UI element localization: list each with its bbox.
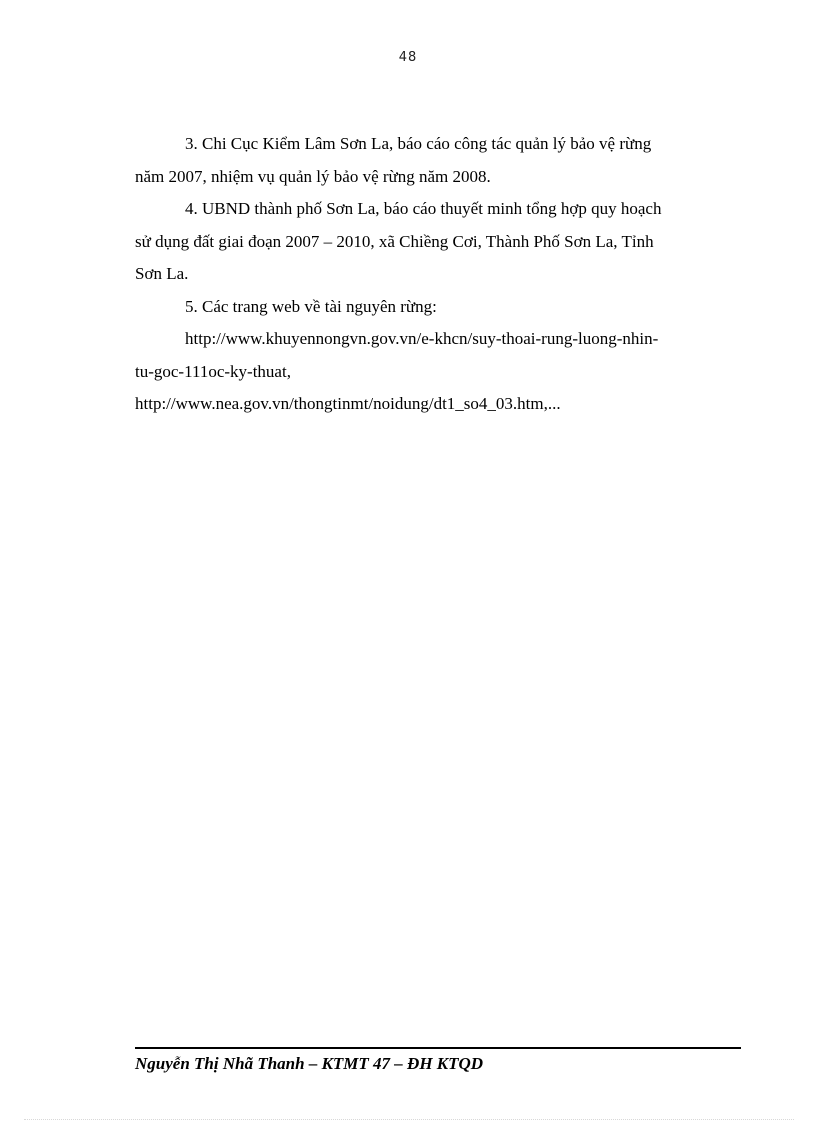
- footer-divider: [135, 1047, 741, 1049]
- reference-item-4: [135, 193, 725, 291]
- reference-line: năm 2007, nhiệm vụ quản lý bảo vệ rừng năm 2008.: [135, 166, 491, 186]
- reference-item-3: [135, 128, 725, 193]
- page-number: 48: [398, 50, 418, 65]
- url-line: tu-goc-111oc-ky-thuat,: [135, 361, 291, 381]
- reference-line: Sơn La.: [135, 264, 189, 283]
- reference-line: sử dụng đất giai đoạn 2007 – 2010, xã Chiềng Cơi, Thành Phố Sơn La, Tỉnh: [135, 231, 654, 251]
- reference-url-2: [135, 388, 725, 421]
- reference-url-1: [135, 323, 725, 388]
- reference-list: [135, 128, 725, 421]
- page-bottom-border: [24, 1119, 794, 1120]
- footer-author: Nguyễn Thị Nhã Thanh – KTMT 47 – ĐH KTQD: [135, 1054, 484, 1073]
- reference-line: 5. Các trang web về tài nguyên rừng:: [185, 296, 437, 316]
- url-line: http://www.khuyennongvn.gov.vn/e-khcn/suy-thoai-rung-luong-nhin-: [185, 329, 659, 348]
- reference-line: 3. Chi Cục Kiểm Lâm Sơn La, báo cáo công tác quản lý bảo vệ rừng: [185, 134, 652, 153]
- reference-item-5: [135, 291, 725, 324]
- reference-line: 4. UBND thành phố Sơn La, báo cáo thuyết minh tổng hợp quy hoạch: [185, 199, 662, 218]
- url-line: http://www.nea.gov.vn/thongtinmt/noidung/dt1_so4_03.htm,...: [135, 394, 561, 413]
